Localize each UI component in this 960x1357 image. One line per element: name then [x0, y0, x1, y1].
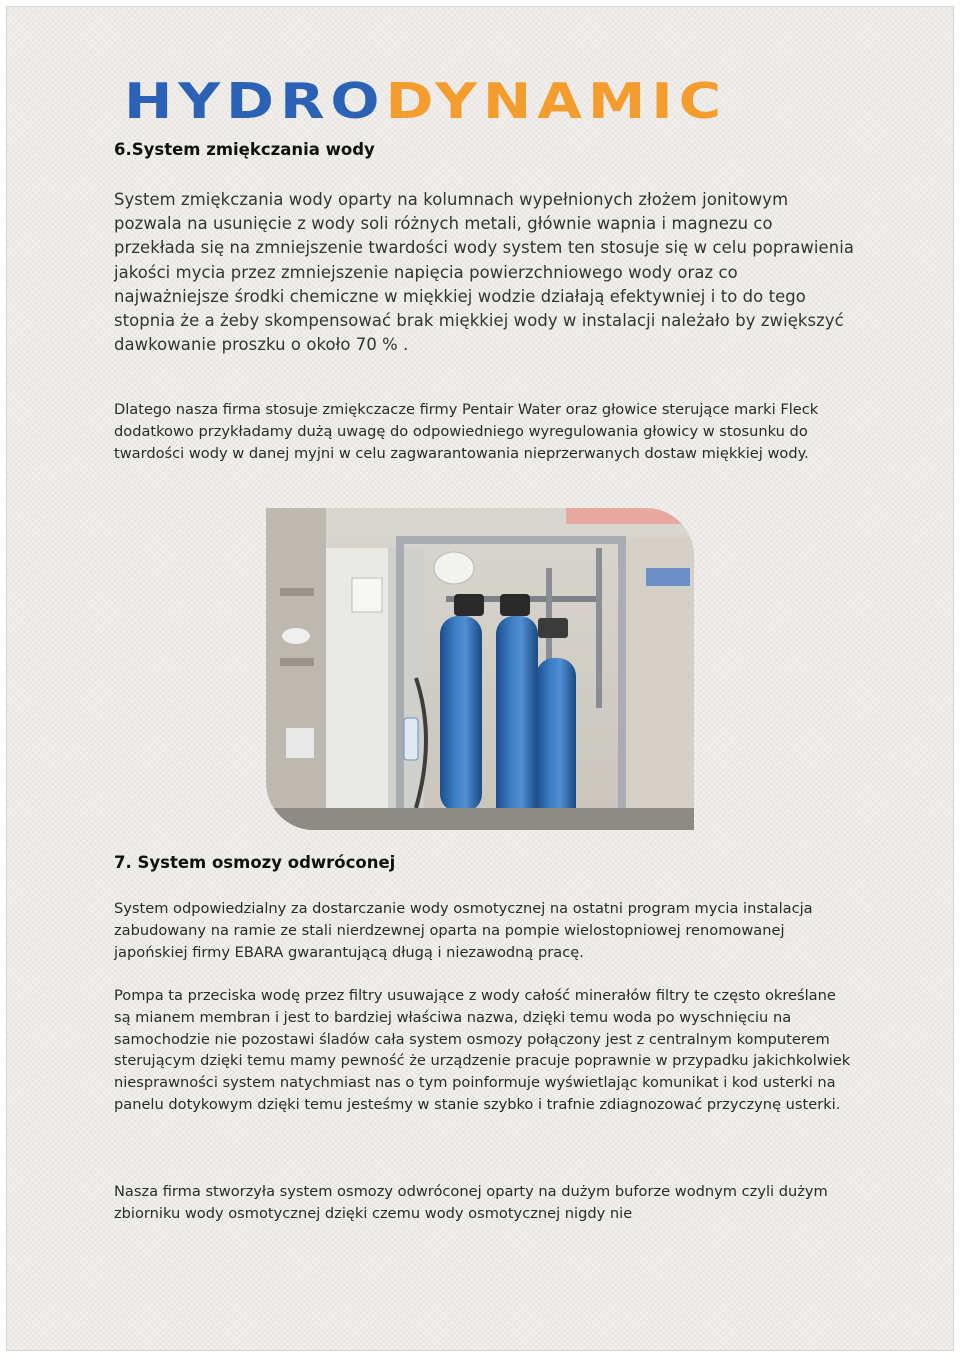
- section7-paragraph-2: Pompa ta przeciska wodę przez filtry usuwające z wody całość minerałów filtry te często określane są mianem membran i jest to bardziej właściwa nazwa, dzięki temu woda po wyschnięciu na samochodzie nie pozostawi śladów cała system osmozy połączony jest z centralnym komputerem sterującym dzięki temu mamy pewność że urządzenie pracuje poprawnie w przypadku jakichkolwiek niesprawności system natychmiast nas o tym poinformuje wyświetlając komunikat i kod usterki na panelu dotykowym dzięki temu jesteśmy w stanie szybko i trafnie zdiagnozować przyczynę usterki.: [114, 987, 851, 1113]
- water-softener-photo: [266, 508, 694, 830]
- section7-paragraph-3: Nasza firma stworzyła system osmozy odwróconej oparty na dużym buforze wodnym czyli dużym zbiorniku wody osmotycznej dzięki czemu wody osmotycznej nigdy nie: [114, 1183, 828, 1222]
- section7-heading: 7. System osmozy odwróconej: [114, 853, 396, 872]
- logo-hydro: HYDRO: [124, 73, 386, 130]
- logo-dynamic: DYNAMIC: [385, 73, 728, 130]
- section6-paragraph-1: System zmiękczania wody oparty na kolumnach wypełnionych złożem jonitowym pozwala na usunięcie z wody soli różnych metali, głównie wapnia i magnezu co przekłada się na zmniejszenie twardości wody system ten stosuje się w celu poprawienia jakości mycia przez zmniejszenie napięcia powierzchniowego wody oraz co najważniejsze środki chemiczne w miękkiej wodzie działają efektywniej i to do tego stopnia że a żeby skompensować brak miękkiej wody w instalacji należało by zwiększyć dawkowanie proszku o około 70 % .: [114, 190, 854, 355]
- section6-heading: 6.System zmiękczania wody: [114, 140, 375, 159]
- section7-paragraph-1: System odpowiedzialny za dostarczanie wody osmotycznej na ostatni program mycia instalacja zabudowany na ramie ze stali nierdzewnej oparta na pompie wielostopniowej renomowanej japońskiej firmy EBARA gwarantującą długą i niezawodną pracę.: [114, 900, 813, 961]
- section6-paragraph-2: Dlatego nasza firma stosuje zmiękczacze firmy Pentair Water oraz głowice sterujące marki Fleck dodatkowo przykładamy dużą uwagę do odpowiedniego wyregulowania głowicy w stosunku do twardości wody w danej myjni w celu zagwarantowania nieprzerwanych dostaw miękkiej wody.: [114, 401, 819, 462]
- hydrodynamic-logo: [124, 73, 728, 130]
